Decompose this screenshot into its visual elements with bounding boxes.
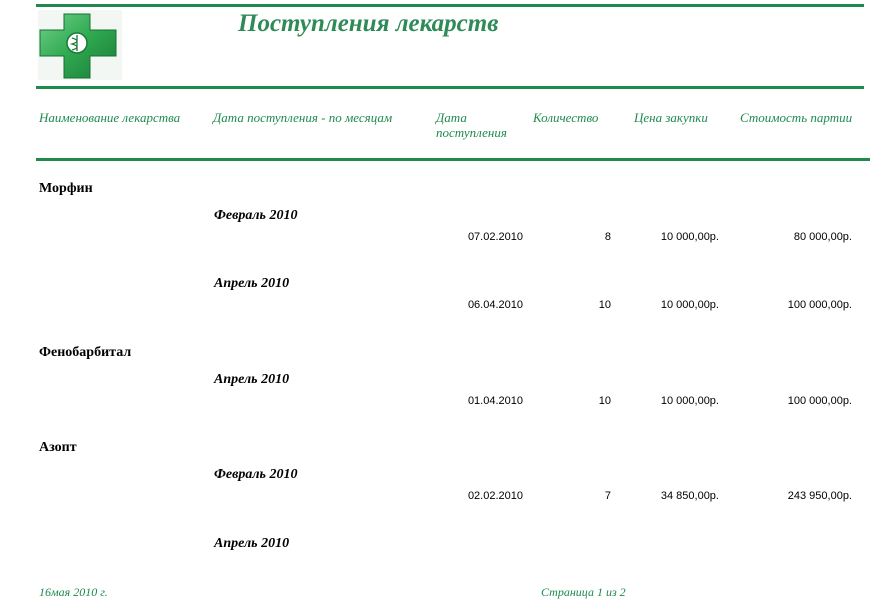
row-qty: 7 (604, 490, 611, 502)
row-date: 01.04.2010 (467, 395, 523, 407)
col-header-month: Дата поступления - по месяцам (213, 110, 393, 125)
drug-name: Фенобарбитал (39, 345, 132, 360)
col-header-date: Дата поступления (436, 110, 507, 140)
month-label: Февраль 2010 (214, 208, 298, 223)
row-price: 34 850,00р. (660, 490, 719, 502)
row-price: 10 000,00р. (660, 231, 719, 243)
col-header-qty: Количество (533, 110, 599, 125)
row-date: 06.04.2010 (467, 299, 523, 311)
columns-rule (36, 158, 870, 161)
footer-date: 16мая 2010 г. (39, 585, 108, 599)
row-price: 10 000,00р. (660, 299, 719, 311)
row-cost: 100 000,00р. (787, 395, 852, 407)
top-rule (36, 4, 864, 7)
row-price: 10 000,00р. (660, 395, 719, 407)
month-label: Апрель 2010 (214, 372, 290, 387)
row-date: 07.02.2010 (467, 231, 523, 243)
drug-name: Азопт (39, 440, 77, 455)
report-title: Поступления лекарств (238, 10, 499, 37)
row-qty: 8 (604, 231, 611, 243)
col-header-cost: Стоимость партии (740, 110, 853, 125)
col-header-name: Наименование лекарства (39, 110, 181, 125)
pharmacy-cross-logo (38, 10, 122, 80)
row-date: 02.02.2010 (467, 490, 523, 502)
month-label: Апрель 2010 (214, 536, 290, 551)
row-cost: 80 000,00р. (793, 231, 852, 243)
row-qty: 10 (598, 395, 611, 407)
col-header-price: Цена закупки (634, 110, 708, 125)
row-qty: 10 (598, 299, 611, 311)
drug-name: Морфин (39, 181, 93, 196)
footer-page-number: Страница 1 из 2 (541, 585, 626, 599)
header-rule (36, 86, 864, 89)
month-label: Февраль 2010 (214, 467, 298, 482)
row-cost: 243 950,00р. (787, 490, 852, 502)
month-label: Апрель 2010 (214, 276, 290, 291)
row-cost: 100 000,00р. (787, 299, 852, 311)
pharmacy-cross-icon (38, 10, 122, 80)
